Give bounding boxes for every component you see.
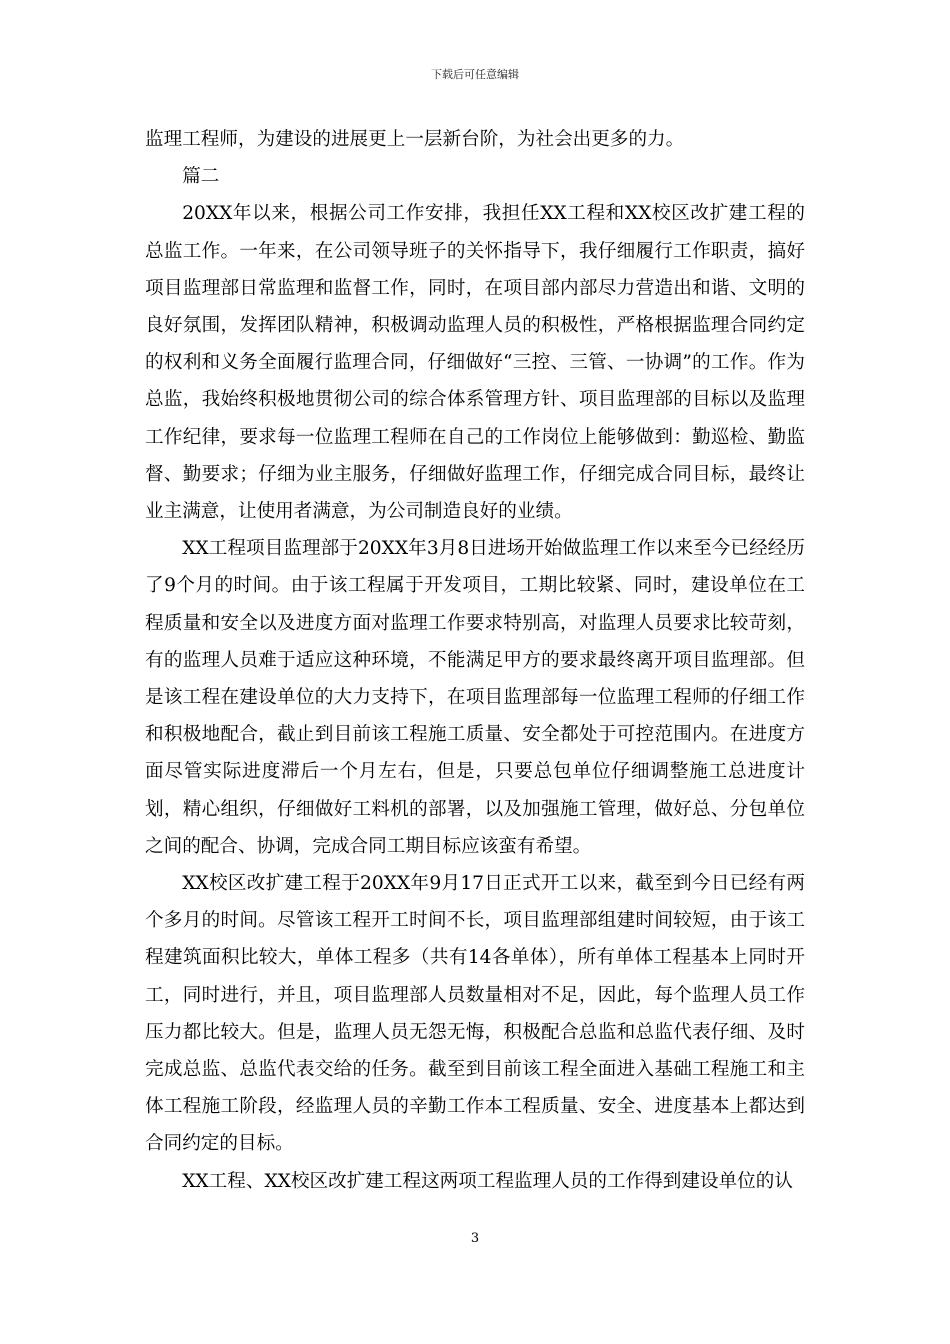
paragraph: XX工程项目监理部于20XX年3月8日进场开始做监理工作以来至今已经经历了9个月的时间。由于该工程属于开发项目，工期比较紧、同时，建设单位在工程质量和安全以及进度方面对监理工作要求特别高，对监理人员要求比较苛刻，有的监理人员难于适应这种环境，不能满足甲方的要求最终离开项目监理部。但是该工程在建设单位的大力支持下，在项目监理部每一位监理工程师的仔细工作和积极地配合，截止到目前该工程施工质量、安全都处于可控范围内。在进度方面尽管实际进度滞后一个月左右，但是，只要总包单位仔细调整施工总进度计划，精心组织，仔细做好工料机的部署，以及加强施工管理，做好总、分包单位之间的配合、协调，完成合同工期目标应该蛮有希望。: [145, 538, 805, 857]
paragraph: XX工程、XX校区改扩建工程这两项工程监理人员的工作得到建设单位的认: [182, 1170, 793, 1192]
page-header: 下载后可任意编辑: [431, 68, 519, 81]
section-heading: 篇二: [182, 166, 220, 188]
page-number: 3: [470, 1231, 480, 1246]
document-body: [145, 121, 805, 1200]
paragraph: 20XX年以来，根据公司工作安排，我担任XX工程和XX校区改扩建工程的总监工作。一年来，在公司领导班子的关怀指导下，我仔细履行工作职责，搞好项目监理部日常监理和监督工作，同时，在项目部内部尽力营造出和谐、文明的良好氛围，发挥团队精神，积极调动监理人员的积极性，严格根据监理合同约定的权利和义务全面履行监理合同，仔细做好“三控、三管、一协调”的工作。作为总监，我始终积极地贯彻公司的综合体系管理方针、项目监理部的目标以及监理工作纪律，要求每一位监理工程师在自己的工作岗位上能够做到：勤巡检、勤监督、勤要求；仔细为业主服务，仔细做好监理工作，仔细完成合同目标，最终让业主满意，让使用者满意，为公司制造良好的业绩。: [145, 203, 805, 523]
paragraph-continuation: 监理工程师，为建设的进展更上一层新台阶，为社会出更多的力。: [145, 129, 685, 150]
paragraph: XX校区改扩建工程于20XX年9月17日正式开工以来，截至到今日已经有两个多月的时间。尽管该工程开工时间不长，项目监理部组建时间较短，由于该工程建筑面积比较大，单体工程多（共有14各单体），所有单体工程基本上同时开工，同时进行，并且，项目监理部人员数量相对不足，因此，每个监理人员工作压力都比较大。但是，监理人员无怨无悔，积极配合总监和总监代表仔细、及时完成总监、总监代表交给的任务。截至到目前该工程全面进入基础工程施工和主体工程施工阶段，经监理人员的辛勤工作本工程质量、安全、进度基本上都达到合同约定的目标。: [145, 873, 805, 1155]
